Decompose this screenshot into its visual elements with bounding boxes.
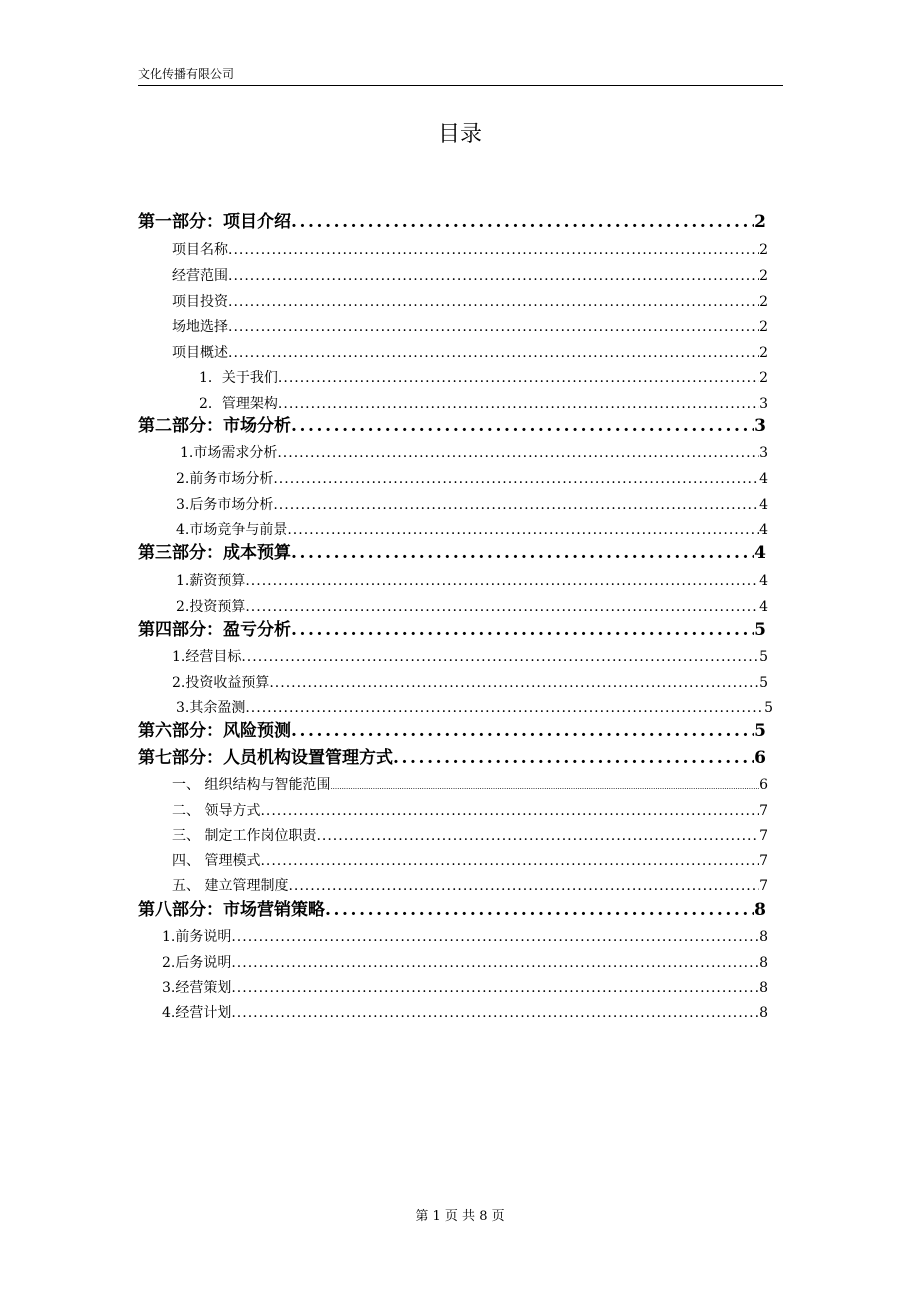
toc-entry-label: 三、 制定工作岗位职责 <box>172 828 317 844</box>
toc-entry-page: 4 <box>759 573 768 589</box>
toc-leader-dots <box>245 571 759 591</box>
toc-entry[interactable] <box>172 647 768 667</box>
toc-entry-label: 四、 管理模式 <box>172 853 261 869</box>
toc-leader-dots <box>287 520 759 540</box>
toc-entry-label: 场地选择 <box>172 319 228 335</box>
toc-entry-part-6[interactable] <box>138 720 766 742</box>
toc-entry-page: 4 <box>754 543 766 563</box>
toc-entry[interactable] <box>172 673 768 693</box>
toc-entry[interactable] <box>172 317 768 337</box>
toc-entry-part-2[interactable] <box>138 415 766 437</box>
toc-leader-dots <box>273 495 759 515</box>
toc-entry[interactable] <box>172 876 768 896</box>
toc-entry[interactable] <box>172 343 768 363</box>
toc-leader-dots <box>245 597 759 617</box>
toc-entry-label: 1.市场需求分析 <box>180 445 278 461</box>
toc-leader-dots <box>291 415 754 437</box>
toc-entry-page: 2 <box>759 345 768 361</box>
page-title: 目录 <box>437 122 482 147</box>
toc-leader-dots <box>330 775 759 797</box>
toc-leader-dots <box>260 801 759 821</box>
toc-entry-page: 5 <box>764 700 773 716</box>
toc-entry-page: 5 <box>754 721 766 741</box>
toc-entry-page: 5 <box>754 620 766 640</box>
toc-entry-page: 8 <box>759 1005 768 1021</box>
toc-leader-dots <box>231 927 759 947</box>
toc-leader-dots <box>278 368 759 388</box>
toc-entry[interactable] <box>176 597 768 617</box>
toc-entry-label: 第四部分：盈亏分析 <box>138 620 291 640</box>
toc-entry-page: 8 <box>759 980 768 996</box>
toc-entry-page: 3 <box>754 416 766 436</box>
toc-entry-label: 1.经营目标 <box>172 649 242 665</box>
toc-entry[interactable] <box>162 927 768 947</box>
toc-leader-dots <box>393 747 754 769</box>
toc-leader-dots <box>228 343 759 363</box>
toc-leader-dots <box>260 851 759 871</box>
toc-entry[interactable] <box>172 801 768 821</box>
toc-entry-page: 4 <box>759 522 768 538</box>
toc-leader-dots <box>291 720 754 742</box>
toc-entry-page: 7 <box>759 828 768 844</box>
toc-entry-label: 1.薪资预算 <box>176 573 246 589</box>
toc-entry-label: 第六部分：风险预测 <box>138 721 291 741</box>
toc-leader-dots <box>228 266 759 286</box>
toc-entry-label: 1．关于我们 <box>199 370 278 386</box>
toc-leader-dots <box>231 1003 759 1023</box>
toc-entry-page: 8 <box>759 929 768 945</box>
toc-entry-label: 第七部分：人员机构设置管理方式 <box>138 748 393 768</box>
toc-entry-page: 5 <box>759 675 768 691</box>
toc-entry-page: 7 <box>759 878 768 894</box>
toc-entry[interactable] <box>199 368 768 388</box>
toc-entry[interactable] <box>172 775 768 795</box>
toc-entry-part-4[interactable] <box>138 619 766 641</box>
toc-leader-dots <box>231 978 759 998</box>
toc-entry-label: 五、 建立管理制度 <box>172 878 289 894</box>
toc-entry-label: 2.投资预算 <box>176 599 246 615</box>
toc-entry-page: 2 <box>759 268 768 284</box>
toc-entry-label: 2.投资收益预算 <box>172 675 270 691</box>
toc-entry-label: 一、 组织结构与智能范围 <box>172 777 331 793</box>
toc-entry[interactable] <box>180 443 768 463</box>
toc-entry-part-8[interactable] <box>138 899 766 921</box>
header-divider <box>138 85 783 86</box>
toc-entry-label: 项目名称 <box>172 242 228 258</box>
toc-entry-label: 3.其余盈测 <box>176 700 246 716</box>
toc-leader-dots <box>277 443 759 463</box>
toc-entry-page: 3 <box>759 396 768 412</box>
toc-leader-dots <box>278 394 759 414</box>
toc-entry-label: 1.前务说明 <box>162 929 232 945</box>
toc-entry-label: 3.后务市场分析 <box>176 497 274 513</box>
toc-entry[interactable] <box>172 851 768 871</box>
toc-entry-label: 第一部分：项目介绍 <box>138 212 291 232</box>
toc-entry-page: 5 <box>759 649 768 665</box>
toc-leader-dots <box>245 698 764 718</box>
toc-entry-page: 4 <box>759 471 768 487</box>
toc-entry-part-1[interactable] <box>138 211 766 233</box>
toc-leader-dots <box>316 826 759 846</box>
toc-entry-page: 4 <box>759 497 768 513</box>
toc-entry[interactable] <box>176 495 768 515</box>
toc-entry-label: 2．管理架构 <box>199 396 278 412</box>
toc-entry[interactable] <box>172 292 768 312</box>
toc-entry-page: 2 <box>759 294 768 310</box>
toc-entry-page: 2 <box>754 212 766 232</box>
toc-entry[interactable] <box>162 978 768 998</box>
toc-leader-dots <box>231 953 759 973</box>
toc-entry-label: 第二部分：市场分析 <box>138 416 291 436</box>
toc-leader-dots <box>228 292 759 312</box>
toc-entry-page: 6 <box>754 748 766 768</box>
toc-entry-label: 经营范围 <box>172 268 228 284</box>
toc-entry-page: 6 <box>759 777 768 793</box>
toc-entry[interactable] <box>162 1003 768 1023</box>
toc-leader-dots <box>325 899 754 921</box>
toc-leader-dots <box>228 317 759 337</box>
toc-entry-label: 第八部分：市场营销策略 <box>138 900 325 920</box>
toc-leader-dots <box>291 542 754 564</box>
toc-entry-label: 2.后务说明 <box>162 955 232 971</box>
toc-entry-label: 4.经营计划 <box>162 1005 232 1021</box>
toc-entry-label: 2.前务市场分析 <box>176 471 274 487</box>
toc-leader-dots <box>228 240 759 260</box>
toc-entry-page: 8 <box>754 900 766 920</box>
toc-entry-label: 项目投资 <box>172 294 228 310</box>
toc-entry-label: 第三部分：成本预算 <box>138 543 291 563</box>
toc-entry[interactable] <box>176 469 768 489</box>
toc-entry-page: 7 <box>759 803 768 819</box>
toc-leader-dots <box>241 647 759 667</box>
toc-entry-page: 8 <box>759 955 768 971</box>
toc-entry-label: 项目概述 <box>172 345 228 361</box>
toc-leader-dots <box>288 876 759 896</box>
toc-entry[interactable] <box>172 826 768 846</box>
toc-entry[interactable] <box>162 953 768 973</box>
toc-entry-part-7[interactable] <box>138 747 766 769</box>
toc-entry[interactable] <box>199 394 768 414</box>
toc-entry[interactable] <box>176 520 768 540</box>
toc-leader-dots <box>291 211 754 233</box>
header-company-name: 文化传播有限公司 <box>138 67 235 81</box>
toc-entry[interactable] <box>176 571 768 591</box>
toc-entry-label: 二、 领导方式 <box>172 803 261 819</box>
toc-entry[interactable] <box>172 240 768 260</box>
page-footer: 第 1 页 共 8 页 <box>415 1209 505 1224</box>
toc-entry-label: 3.经营策划 <box>162 980 232 996</box>
toc-entry[interactable] <box>172 266 768 286</box>
toc-entry-page: 3 <box>759 445 768 461</box>
toc-entry[interactable] <box>176 698 773 718</box>
toc-entry-page: 2 <box>759 319 768 335</box>
toc-entry-label: 4.市场竞争与前景 <box>176 522 288 538</box>
toc-entry-part-3[interactable] <box>138 542 766 564</box>
toc-entry-page: 4 <box>759 599 768 615</box>
toc-leader-dots <box>269 673 759 693</box>
toc-entry-page: 7 <box>759 853 768 869</box>
toc-entry-page: 2 <box>759 370 768 386</box>
toc-leader-dots <box>291 619 754 641</box>
toc-entry-page: 2 <box>759 242 768 258</box>
toc-leader-dots <box>273 469 759 489</box>
